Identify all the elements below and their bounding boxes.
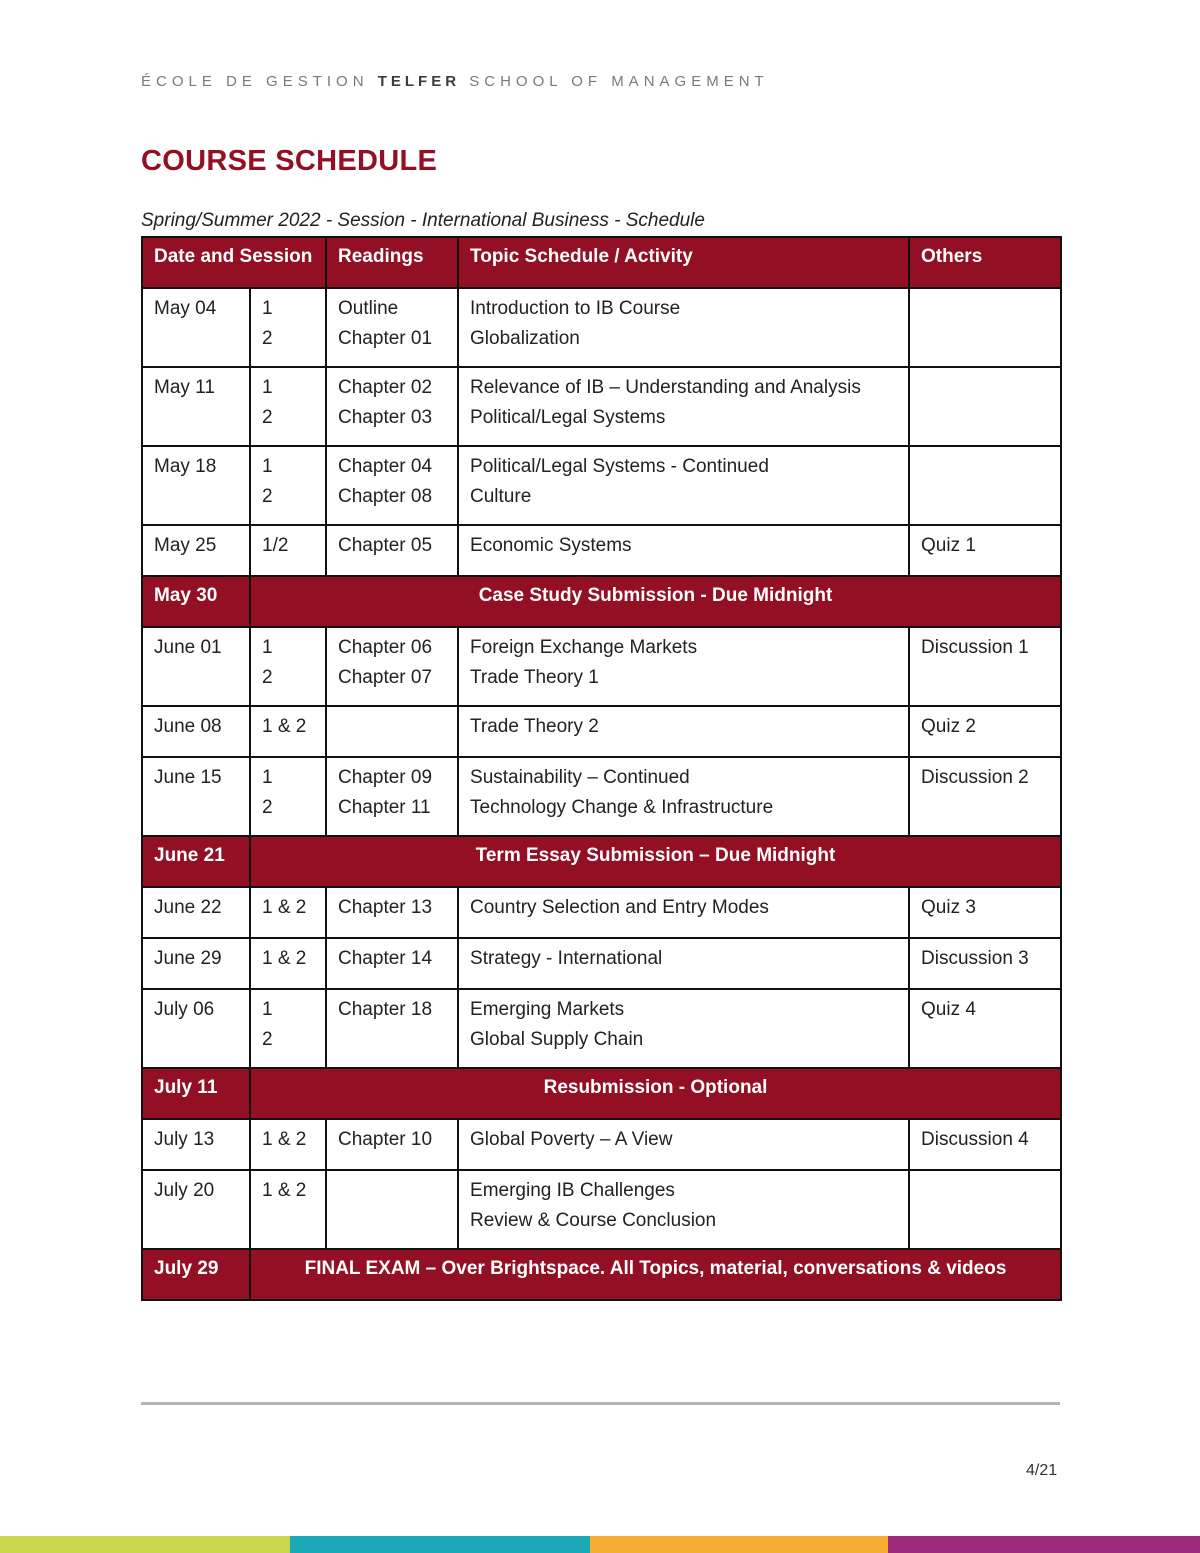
table-row xyxy=(142,938,1061,989)
row-topic-line: Foreign Exchange Markets xyxy=(470,637,698,658)
row-readings-line: Chapter 10 xyxy=(338,1129,433,1150)
header-date-session: Date and Session xyxy=(142,237,326,288)
row-session-line: 1 & 2 xyxy=(262,897,307,918)
row-readings-line: Chapter 18 xyxy=(338,999,433,1020)
row-topic xyxy=(458,1170,909,1249)
deadline-event: Case Study Submission - Due Midnight xyxy=(250,576,1061,627)
row-topic-line: Political/Legal Systems - Continued xyxy=(470,456,769,477)
row-topic-line: Strategy - International xyxy=(470,948,663,969)
row-readings-line: Chapter 02 xyxy=(338,377,433,398)
header-french: ÉCOLE DE GESTION xyxy=(141,73,369,90)
row-session xyxy=(250,525,326,576)
header-readings: Readings xyxy=(326,237,458,288)
footer-color-bar-purple xyxy=(888,1536,1200,1553)
row-topic-line: Technology Change & Infrastructure xyxy=(470,797,774,818)
deadline-event: Term Essay Submission – Due Midnight xyxy=(250,836,1061,887)
row-readings-line: Chapter 13 xyxy=(338,897,433,918)
row-readings-line: Chapter 08 xyxy=(338,486,433,507)
row-session xyxy=(250,288,326,367)
row-topic xyxy=(458,367,909,446)
row-readings-line: Chapter 11 xyxy=(338,797,431,818)
row-readings-line: Chapter 01 xyxy=(338,328,433,349)
page-number: 4/21 xyxy=(1026,1462,1058,1479)
table-row xyxy=(142,367,1061,446)
course-schedule-table xyxy=(141,236,1062,1301)
row-session xyxy=(250,1170,326,1249)
row-date: June 15 xyxy=(142,757,250,836)
row-date: June 22 xyxy=(142,887,250,938)
row-date: July 11 xyxy=(142,1068,250,1119)
row-topic xyxy=(458,887,909,938)
row-others: Quiz 2 xyxy=(909,706,1061,757)
row-session-line: 1 & 2 xyxy=(262,1129,307,1150)
row-readings xyxy=(326,706,458,757)
header-others: Others xyxy=(909,237,1061,288)
row-others xyxy=(909,367,1061,446)
row-session-line: 2 xyxy=(262,797,273,818)
row-session-line: 2 xyxy=(262,667,273,688)
row-session-line: 1 & 2 xyxy=(262,1180,307,1201)
row-topic-line: Global Supply Chain xyxy=(470,1029,644,1050)
row-others: Quiz 1 xyxy=(909,525,1061,576)
row-readings-line: Chapter 03 xyxy=(338,407,433,428)
table-row xyxy=(142,627,1061,706)
table-row xyxy=(142,706,1061,757)
row-session-line: 2 xyxy=(262,486,273,507)
deadline-event: Resubmission - Optional xyxy=(250,1068,1061,1119)
row-topic-line: Political/Legal Systems xyxy=(470,407,666,428)
school-header xyxy=(141,73,769,90)
row-session xyxy=(250,887,326,938)
row-session xyxy=(250,1119,326,1170)
footer-color-bar-orange xyxy=(590,1536,888,1553)
row-others xyxy=(909,288,1061,367)
table-row xyxy=(142,525,1061,576)
deadline-row xyxy=(142,1249,1061,1300)
row-readings-line: Chapter 14 xyxy=(338,948,433,969)
row-topic-line: Trade Theory 2 xyxy=(470,716,599,737)
row-topic xyxy=(458,446,909,525)
schedule-subtitle: Spring/Summer 2022 - Session - International Business - Schedule xyxy=(141,210,705,231)
table-body xyxy=(142,288,1061,1300)
row-session xyxy=(250,706,326,757)
row-topic-line: Emerging IB Challenges xyxy=(470,1180,675,1201)
footer-color-bar-teal xyxy=(290,1536,590,1553)
table-row xyxy=(142,887,1061,938)
row-topic xyxy=(458,1119,909,1170)
row-session xyxy=(250,446,326,525)
row-session-line: 1 xyxy=(262,377,273,398)
row-topic xyxy=(458,938,909,989)
row-session-line: 1 xyxy=(262,999,273,1020)
row-date: June 21 xyxy=(142,836,250,887)
row-readings xyxy=(326,887,458,938)
row-session xyxy=(250,367,326,446)
row-topic-line: Emerging Markets xyxy=(470,999,625,1020)
row-others: Quiz 4 xyxy=(909,989,1061,1068)
row-session-line: 1 xyxy=(262,298,273,319)
row-date: June 08 xyxy=(142,706,250,757)
row-date: June 29 xyxy=(142,938,250,989)
row-topic xyxy=(458,288,909,367)
row-date: May 18 xyxy=(142,446,250,525)
row-readings xyxy=(326,1119,458,1170)
row-others: Discussion 4 xyxy=(909,1119,1061,1170)
row-date: June 01 xyxy=(142,627,250,706)
row-others xyxy=(909,446,1061,525)
row-readings-line: Chapter 05 xyxy=(338,535,433,556)
row-readings-line: Outline xyxy=(338,298,399,319)
row-readings xyxy=(326,367,458,446)
row-session-line: 1/2 xyxy=(262,535,289,556)
table-row xyxy=(142,1170,1061,1249)
row-session-line: 1 & 2 xyxy=(262,716,307,737)
row-topic-line: Sustainability – Continued xyxy=(470,767,690,788)
deadline-row xyxy=(142,576,1061,627)
row-session xyxy=(250,938,326,989)
row-readings-line: Chapter 06 xyxy=(338,637,433,658)
row-topic xyxy=(458,757,909,836)
row-readings xyxy=(326,525,458,576)
row-date: July 20 xyxy=(142,1170,250,1249)
row-readings xyxy=(326,627,458,706)
row-topic-line: Economic Systems xyxy=(470,535,632,556)
row-readings xyxy=(326,938,458,989)
row-topic xyxy=(458,989,909,1068)
row-topic xyxy=(458,706,909,757)
table-row xyxy=(142,446,1061,525)
row-date: July 29 xyxy=(142,1249,250,1300)
row-topic-line: Country Selection and Entry Modes xyxy=(470,897,769,918)
row-readings-line: Chapter 07 xyxy=(338,667,433,688)
row-session xyxy=(250,627,326,706)
row-topic-line: Introduction to IB Course xyxy=(470,298,681,319)
row-others: Discussion 2 xyxy=(909,757,1061,836)
row-others: Discussion 3 xyxy=(909,938,1061,989)
row-topic-line: Relevance of IB – Understanding and Analysis xyxy=(470,377,861,398)
row-session-line: 2 xyxy=(262,328,273,349)
footer-color-bar-green xyxy=(0,1536,290,1553)
row-topic-line: Culture xyxy=(470,486,532,507)
row-readings xyxy=(326,1170,458,1249)
table-row xyxy=(142,757,1061,836)
row-readings xyxy=(326,446,458,525)
row-date: July 13 xyxy=(142,1119,250,1170)
row-readings xyxy=(326,288,458,367)
header-telfer: TELFER xyxy=(377,73,461,90)
row-topic-line: Globalization xyxy=(470,328,580,349)
row-readings-line: Chapter 04 xyxy=(338,456,433,477)
row-topic-line: Review & Course Conclusion xyxy=(470,1210,717,1231)
header-english: SCHOOL OF MANAGEMENT xyxy=(469,73,769,90)
row-session-line: 1 xyxy=(262,767,273,788)
row-readings xyxy=(326,989,458,1068)
row-others xyxy=(909,1170,1061,1249)
row-topic xyxy=(458,627,909,706)
row-date: May 25 xyxy=(142,525,250,576)
row-others: Quiz 3 xyxy=(909,887,1061,938)
row-readings-line: Chapter 09 xyxy=(338,767,433,788)
row-topic xyxy=(458,525,909,576)
row-readings xyxy=(326,757,458,836)
row-date: July 06 xyxy=(142,989,250,1068)
row-topic-line: Trade Theory 1 xyxy=(470,667,599,688)
row-date: May 11 xyxy=(142,367,250,446)
row-session-line: 1 xyxy=(262,637,273,658)
header-topic: Topic Schedule / Activity xyxy=(458,237,909,288)
page-title: COURSE SCHEDULE xyxy=(141,145,438,177)
row-others: Discussion 1 xyxy=(909,627,1061,706)
row-session xyxy=(250,989,326,1068)
deadline-row xyxy=(142,1068,1061,1119)
row-session xyxy=(250,757,326,836)
row-session-line: 1 xyxy=(262,456,273,477)
row-date: May 30 xyxy=(142,576,250,627)
table-row xyxy=(142,1119,1061,1170)
table-row xyxy=(142,989,1061,1068)
deadline-event: FINAL EXAM – Over Brightspace. All Topics, material, conversations & videos xyxy=(250,1249,1061,1300)
row-date: May 04 xyxy=(142,288,250,367)
footer-divider xyxy=(141,1402,1060,1405)
row-session-line: 2 xyxy=(262,1029,273,1050)
table-row xyxy=(142,288,1061,367)
row-topic-line: Global Poverty – A View xyxy=(470,1129,673,1150)
table-header-row xyxy=(142,237,1061,288)
row-session-line: 2 xyxy=(262,407,273,428)
deadline-row xyxy=(142,836,1061,887)
row-session-line: 1 & 2 xyxy=(262,948,307,969)
